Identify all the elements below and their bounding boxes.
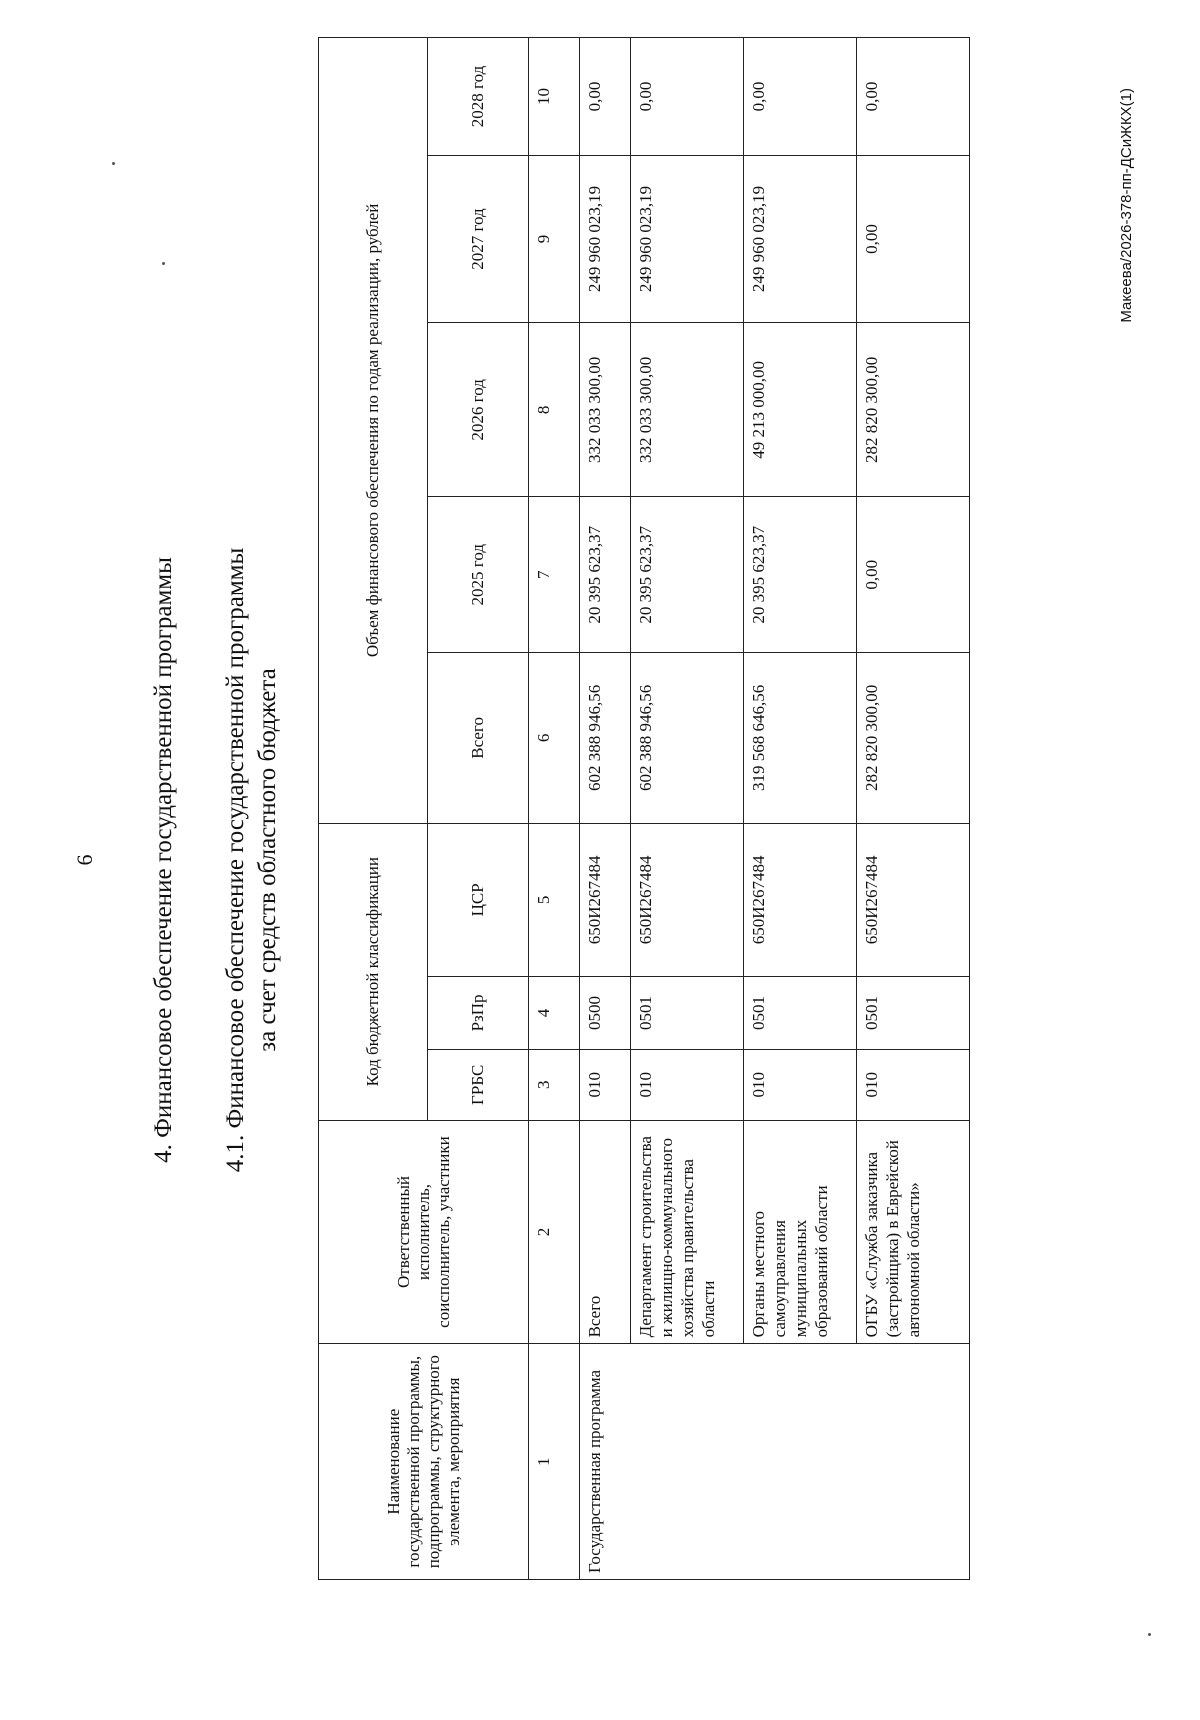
rzpr-cell: 0501 [744,976,857,1049]
grbs-cell: 010 [631,1049,744,1120]
subsection-heading-line-2: за счет средств областного бюджета [254,668,281,1052]
year-2028-cell: 0,00 [631,38,744,156]
executor-cell: Всего [580,1120,631,1344]
header-executor: Ответственный исполнитель, соисполнитель, участники [319,1120,529,1344]
column-index: 7 [529,497,580,652]
csr-cell: 650И267484 [580,823,631,976]
header-year-2027: 2027 год [428,155,529,322]
year-2028-cell: 0,00 [744,38,857,156]
year-2027-cell: 0,00 [857,155,970,322]
rzpr-cell: 0500 [580,976,631,1049]
scan-speck [112,162,115,165]
header-total: Всего [428,652,529,823]
scan-speck [162,262,165,265]
column-index: 8 [529,323,580,497]
year-2027-cell: 249 960 023,19 [744,155,857,322]
header-grbs: ГРБС [428,1049,529,1120]
year-2026-cell: 49 213 000,00 [744,323,857,497]
column-index: 3 [529,1049,580,1120]
header-funding: Объем финансового обеспечения по годам реализации, рублей [319,38,428,824]
header-budget-code: Код бюджетной классификации [319,823,428,1120]
rzpr-cell: 0501 [857,976,970,1049]
subsection-heading [220,0,284,1720]
header-csr: ЦСР [428,823,529,976]
total-cell: 282 820 300,00 [857,652,970,823]
year-2026-cell: 282 820 300,00 [857,323,970,497]
header-year-2026: 2026 год [428,323,529,497]
year-2026-cell: 332 033 300,00 [631,323,744,497]
subsection-heading-line-1: 4.1. Финансовое обеспечение государственной программы [222,547,249,1173]
total-cell: 602 388 946,56 [580,652,631,823]
grbs-cell: 010 [857,1049,970,1120]
csr-cell: 650И267484 [744,823,857,976]
year-2027-cell: 249 960 023,19 [631,155,744,322]
year-2028-cell: 0,00 [857,38,970,156]
registration-code-text: Макеева/2026-378-пп-ДСиЖКХ(1) [1118,88,1135,323]
year-2026-cell: 332 033 300,00 [580,323,631,497]
financing-table [318,37,970,1580]
csr-cell: 650И267484 [631,823,744,976]
year-2025-cell: 0,00 [857,497,970,652]
program-name-cell: Государственная программа [580,1344,970,1580]
year-2028-cell: 0,00 [580,38,631,156]
executor-cell: Департамент строительства и жилищно-коммунального хозяйства правительства области [631,1120,744,1344]
csr-cell: 650И267484 [857,823,970,976]
total-cell: 319 568 646,56 [744,652,857,823]
column-index: 4 [529,976,580,1049]
column-index-row [529,38,580,1580]
column-index: 5 [529,823,580,976]
table-row-total [580,38,631,1580]
page-number: 6 [72,854,97,866]
section-heading: 4. Финансовое обеспечение государственной программы [150,557,177,1163]
grbs-cell: 010 [744,1049,857,1120]
total-cell: 602 388 946,56 [631,652,744,823]
executor-cell: ОГБУ «Служба заказчика (застройщика) в Еврейской автономной области» [857,1120,970,1344]
column-index: 10 [529,38,580,156]
grbs-cell: 010 [580,1049,631,1120]
table-header-row [319,38,428,1580]
header-year-2028: 2028 год [428,38,529,156]
rzpr-cell: 0501 [631,976,744,1049]
executor-cell: Органы местного самоуправления муниципальных образований области [744,1120,857,1344]
header-rzpr: РзПр [428,976,529,1049]
document-registration-code [1118,0,1135,1720]
column-index: 1 [529,1344,580,1580]
year-2025-cell: 20 395 623,37 [744,497,857,652]
column-index: 2 [529,1120,580,1344]
header-year-2025: 2025 год [428,497,529,652]
column-index: 9 [529,155,580,322]
year-2027-cell: 249 960 023,19 [580,155,631,322]
year-2025-cell: 20 395 623,37 [580,497,631,652]
column-index: 6 [529,652,580,823]
year-2025-cell: 20 395 623,37 [631,497,744,652]
scan-speck [1148,1633,1151,1636]
header-program-name: Наименование государственной программы, подпрограммы, структурного элемента, мероприятия [319,1344,529,1580]
